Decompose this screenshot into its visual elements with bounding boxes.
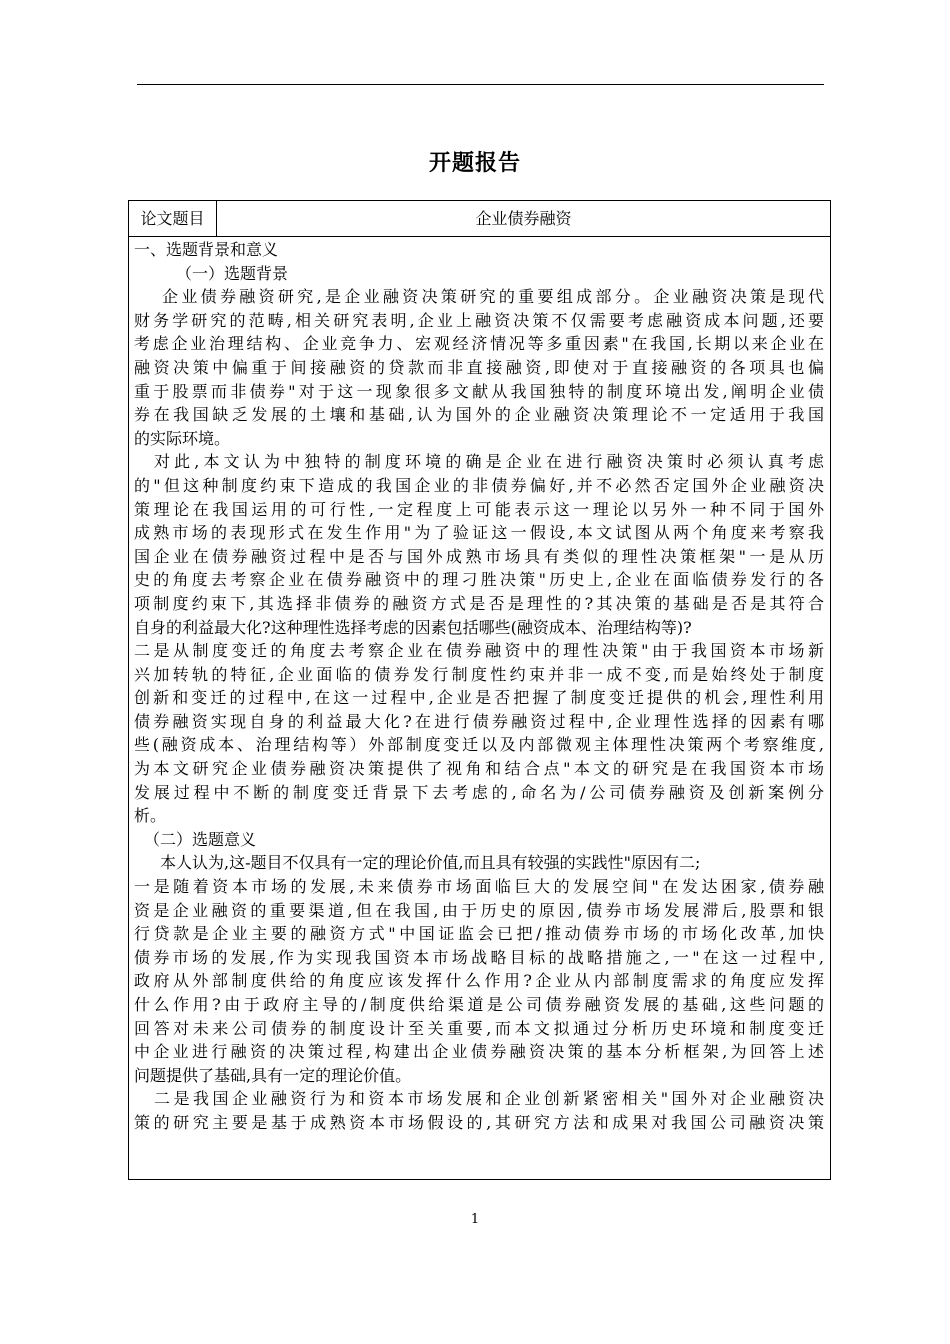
report-body: [134, 238, 824, 1178]
topic-value: 企业债券融资: [475, 209, 572, 228]
paragraph-line: 资是企业融资的重要渠道,但在我国,由于历史的原因,债券市场发展滞后,股票和银: [134, 900, 824, 920]
paragraph-line: 兴加转轨的特征,企业面临的债券发行制度性约束并非一成不变,而是始终处于制度: [134, 664, 824, 684]
paragraph-line: 企业债券融资研究,是企业融资决策研究的重要组成部分。企业融资决策是现代: [162, 287, 824, 307]
subsection-heading: （二）选题意义: [144, 829, 257, 849]
paragraph-line: 创新和变迁的过程中,在这一过程中,企业是否把握了制度变迁提供的机会,理性利用: [134, 688, 824, 708]
paragraph-line: 项制度约束下,其选择非债券的融资方式是否是理性的?其决策的基础是否是其符合: [134, 593, 824, 613]
paragraph-line: 考虑企业治理结构、企业竞争力、宏观经济情况等多重因素"在我国,长期以来企业在: [134, 334, 824, 354]
report-table: [128, 200, 831, 1180]
document-title: 开题报告: [428, 151, 521, 176]
paragraph-line: 自身的利益最大化?这种理性选择考虑的因素包括哪些(融资成本、治理结构等)?: [134, 617, 692, 637]
paragraph-line: 问题提供了基础,具有一定的理论价值。: [134, 1065, 412, 1085]
paragraph-line: 一是随着资本市场的发展,未来债券市场面临巨大的发展空间"在发达困家,债券融: [134, 877, 824, 897]
paragraph-line: 券在我国缺乏发展的土壤和基础,认为国外的企业融资决策理论不一定适用于我国: [134, 405, 824, 425]
paragraph-line: 回答对未来公司债券的制度设计至关重要,而本文拟通过分析历史环境和制度变迁: [134, 1018, 824, 1038]
paragraph-line: 财务学研究的范畴,相关研究表明,企业上融资决策不仅需要考虑融资成本问题,还要: [134, 310, 824, 330]
paragraph-line: 的"但这种制度约束下造成的我国企业的非债券偏好,并不必然否定国外企业融资决: [134, 475, 824, 495]
paragraph-line: 本人认为,这-题目不仅具有一定的理论价值,而且具有较强的实践性"原因有二;: [160, 853, 701, 873]
paragraph-line: 策理论在我国运用的可行性,一定程度上可能表示这一理论以另外一种不同于国外: [134, 499, 824, 519]
section-heading: 一、选题背景和意义: [134, 240, 279, 259]
paragraph-line: 二是我国企业融资行为和资本市场发展和企业创新紧密相关"国外对企业融资决: [154, 1089, 824, 1109]
paragraph-line: 发展过程中不断的制度变迁背景下去考虑的,命名为/公司债券融资及创新案例分: [134, 782, 824, 802]
paragraph-line: 史的角度去考察企业在债券融资中的理刁胜决策"历史上,企业在面临债券发行的各: [134, 570, 824, 590]
paragraph-line: 行贷款是企业主要的融资方式"中国证监会已把/推动债券市场的市场化改革,加快: [134, 924, 824, 944]
paragraph-line: 政府从外部制度供给的角度应该发挥什么作用?企业从内部制度需求的角度应发挥: [134, 971, 824, 991]
paragraph-line: 些(融资成本、治理结构等）外部制度变迁以及内部微观主体理性决策两个考察维度,: [134, 735, 824, 755]
topic-label: 论文题目: [129, 201, 217, 236]
paragraph-line: 国企业在债券融资过程中是否与国外成熟市场具有类似的理性决策框架"一是从历: [134, 546, 824, 566]
paragraph-line: 融资决策中偏重于间接融资的贷款而非直接融资,即使对于直接融资的各项具也偏: [134, 357, 824, 377]
paragraph-line: 二是从制度变迁的角度去考察企业在债券融资中的理性决策"由于我国资本市场新: [134, 641, 824, 661]
header-rule: [137, 84, 824, 85]
paragraph-line: 为本文研究企业债券融资决策提供了视角和结合点"本文的研究是在我国资本市场: [134, 759, 824, 779]
paragraph-line: 成熟市场的表现形式在发生作用"为了验证这一假设,本文试图从两个角度来考察我: [134, 523, 824, 543]
paragraph-line: 对此,本文认为中独特的制度环境的确是企业在进行融资决策时必须认真考虑: [154, 452, 824, 472]
subsection-heading: （一）选题背景: [176, 263, 289, 283]
paragraph-line: 析。: [134, 806, 167, 826]
paragraph-line: 什么作用?由于政府主导的/制度供给渠道是公司债券融资发展的基础,这些问题的: [134, 995, 824, 1014]
topic-row: [129, 201, 830, 237]
paragraph-line: 债券市场的发展,作为实现我国资本市场战略目标的战略措施之,一"在这一过程中,: [134, 947, 824, 967]
paragraph-line: 中企业进行融资的决策过程,构建出企业债券融资决策的基本分析框架,为回答上述: [134, 1042, 824, 1062]
page-number: 1: [470, 1212, 480, 1227]
paragraph-line: 策的研究主要是基于成熟资本市场假设的,其研究方法和成果对我国公司融资决策: [134, 1112, 824, 1132]
paragraph-line: 重于股票而非债券"对于这一现象很多文献从我国独特的制度环境出发,阐明企业债: [134, 381, 824, 401]
paragraph-line: 的实际环境。: [134, 428, 231, 448]
paragraph-line: 债券融资实现自身的利益最大化?在进行债券融资过程中,企业理性选择的因素有哪: [134, 711, 824, 731]
